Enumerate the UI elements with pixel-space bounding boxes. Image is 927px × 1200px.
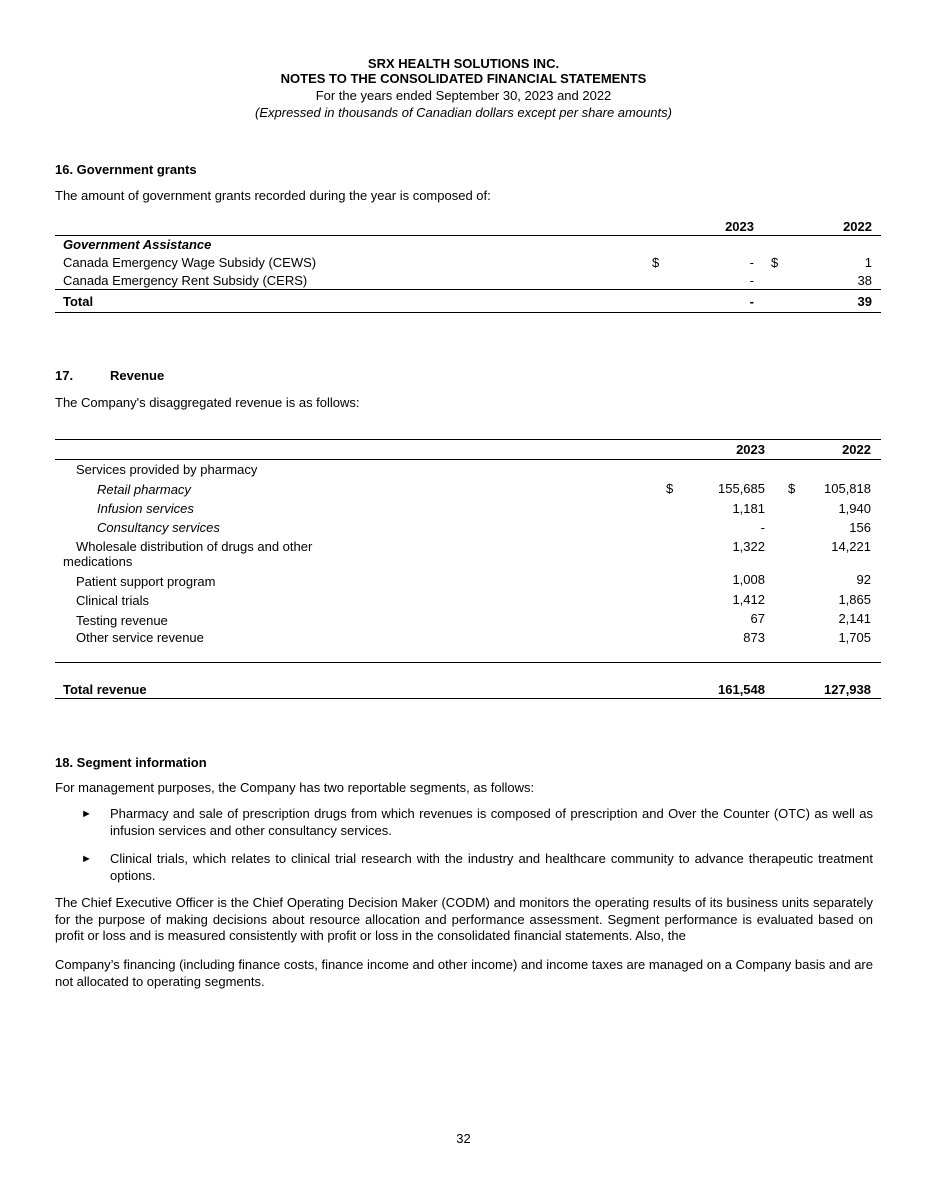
revenue-bottom-rule bbox=[55, 698, 881, 699]
segment-bullet-text: Pharmacy and sale of prescription drugs from which revenues is composed of prescription and Over the Counter (OTC) as well as infusion services and other consultancy services. bbox=[110, 806, 873, 838]
grants-bottom-rule bbox=[55, 312, 881, 313]
segment-intro: For management purposes, the Company has two reportable segments, as follows: bbox=[55, 780, 535, 795]
document-title: NOTES TO THE CONSOLIDATED FINANCIAL STATEMENTS bbox=[280, 71, 647, 86]
revenue-value-2023: 67 bbox=[750, 611, 765, 626]
grants-heading: 16. Government grants bbox=[55, 162, 197, 177]
revenue-heading: Revenue bbox=[110, 368, 165, 383]
grants-total-2023: - bbox=[749, 294, 754, 309]
revenue-value-2022: 14,221 bbox=[831, 539, 871, 554]
revenue-value-2022: 92 bbox=[856, 572, 871, 587]
grants-row-label: Canada Emergency Rent Subsidy (CERS) bbox=[63, 273, 308, 288]
revenue-value-2023: 1,181 bbox=[732, 501, 765, 516]
grants-intro: The amount of government grants recorded during the year is composed of: bbox=[55, 188, 491, 203]
pharmacy-group-label: Services provided by pharmacy bbox=[76, 462, 258, 477]
revenue-row-label: Patient support program bbox=[76, 574, 216, 589]
revenue-row-label: Consultancy services bbox=[97, 520, 220, 535]
revenue-value-2023: 873 bbox=[743, 630, 765, 645]
revenue-value-2023: 155,685 bbox=[718, 481, 765, 496]
segment-paragraph: Company’s financing (including finance costs, finance income and other income) and income taxes are managed on a Company basis and are not allocated to operating segments. bbox=[55, 957, 873, 989]
revenue-currency-2023: $ bbox=[666, 481, 674, 496]
revenue-header-rule bbox=[55, 459, 881, 460]
revenue-row-label: Retail pharmacy bbox=[97, 482, 191, 497]
revenue-value-2022: 105,818 bbox=[824, 481, 871, 496]
revenue-row-label-continued: medications bbox=[63, 554, 133, 569]
revenue-currency-2022: $ bbox=[788, 481, 796, 496]
revenue-row-label: Infusion services bbox=[97, 501, 194, 516]
revenue-value-2022: 2,141 bbox=[838, 611, 871, 626]
revenue-value-2022: 1,865 bbox=[838, 592, 871, 607]
bullet-triangle-icon: ► bbox=[81, 853, 92, 865]
grants-value-2022: 38 bbox=[857, 273, 872, 288]
segment-heading: 18. Segment information bbox=[55, 755, 207, 770]
bullet-triangle-icon: ► bbox=[81, 808, 92, 820]
revenue-value-2022: 156 bbox=[849, 520, 871, 535]
revenue-value-2022: 1,705 bbox=[838, 630, 871, 645]
revenue-value-2023: 1,008 bbox=[732, 572, 765, 587]
grants-currency-2022: $ bbox=[771, 255, 779, 270]
grants-col-2023: 2023 bbox=[725, 219, 754, 234]
grants-currency-2023: $ bbox=[652, 255, 660, 270]
grants-total-2022: 39 bbox=[857, 294, 872, 309]
page-number: 32 bbox=[456, 1131, 471, 1146]
segment-paragraph: The Chief Executive Officer is the Chief Operating Decision Maker (CODM) and monitors the operating results of its business units separately for the purpose of making decisions about resource allocation and performance assessment. Segment performance is evaluated based on profit or loss and is measured consistently with profit or loss in the consolidated financial statements. Also, the bbox=[55, 895, 873, 943]
reporting-period: For the years ended September 30, 2023 and 2022 bbox=[315, 88, 612, 103]
revenue-value-2023: 1,412 bbox=[732, 592, 765, 607]
revenue-row-label: Clinical trials bbox=[76, 593, 149, 608]
revenue-total-label: Total revenue bbox=[63, 682, 147, 697]
grants-total-label: Total bbox=[63, 294, 94, 309]
revenue-intro: The Company's disaggregated revenue is as follows: bbox=[55, 395, 360, 410]
revenue-top-rule bbox=[55, 439, 881, 440]
grants-header-rule bbox=[55, 235, 881, 236]
currency-basis: (Expressed in thousands of Canadian dollars except per share amounts) bbox=[255, 105, 672, 120]
company-name: SRX HEALTH SOLUTIONS INC. bbox=[367, 56, 560, 71]
revenue-col-2022: 2022 bbox=[842, 442, 871, 457]
revenue-col-2023: 2023 bbox=[736, 442, 765, 457]
segment-bullet-text: Clinical trials, which relates to clinical trial research with the industry and healthcare community to advance therapeutic treatment options. bbox=[110, 851, 873, 883]
revenue-row-label: Other service revenue bbox=[76, 630, 204, 645]
grants-value-2023: - bbox=[749, 255, 754, 270]
revenue-row-label: Wholesale distribution of drugs and other bbox=[76, 539, 313, 554]
revenue-number: 17. bbox=[55, 368, 74, 383]
revenue-total-2022: 127,938 bbox=[824, 682, 871, 697]
grants-col-2022: 2022 bbox=[843, 219, 872, 234]
grants-value-2022: 1 bbox=[864, 255, 872, 270]
revenue-row-label: Testing revenue bbox=[76, 613, 168, 628]
revenue-value-2022: 1,940 bbox=[838, 501, 871, 516]
grants-group-label: Government Assistance bbox=[63, 237, 212, 252]
grants-value-2023: - bbox=[749, 273, 754, 288]
grants-total-rule bbox=[55, 289, 881, 290]
revenue-value-2023: 1,322 bbox=[732, 539, 765, 554]
revenue-subtotal-rule bbox=[55, 662, 881, 663]
revenue-total-2023: 161,548 bbox=[718, 682, 765, 697]
revenue-value-2023: - bbox=[760, 520, 765, 535]
grants-row-label: Canada Emergency Wage Subsidy (CEWS) bbox=[63, 255, 317, 270]
